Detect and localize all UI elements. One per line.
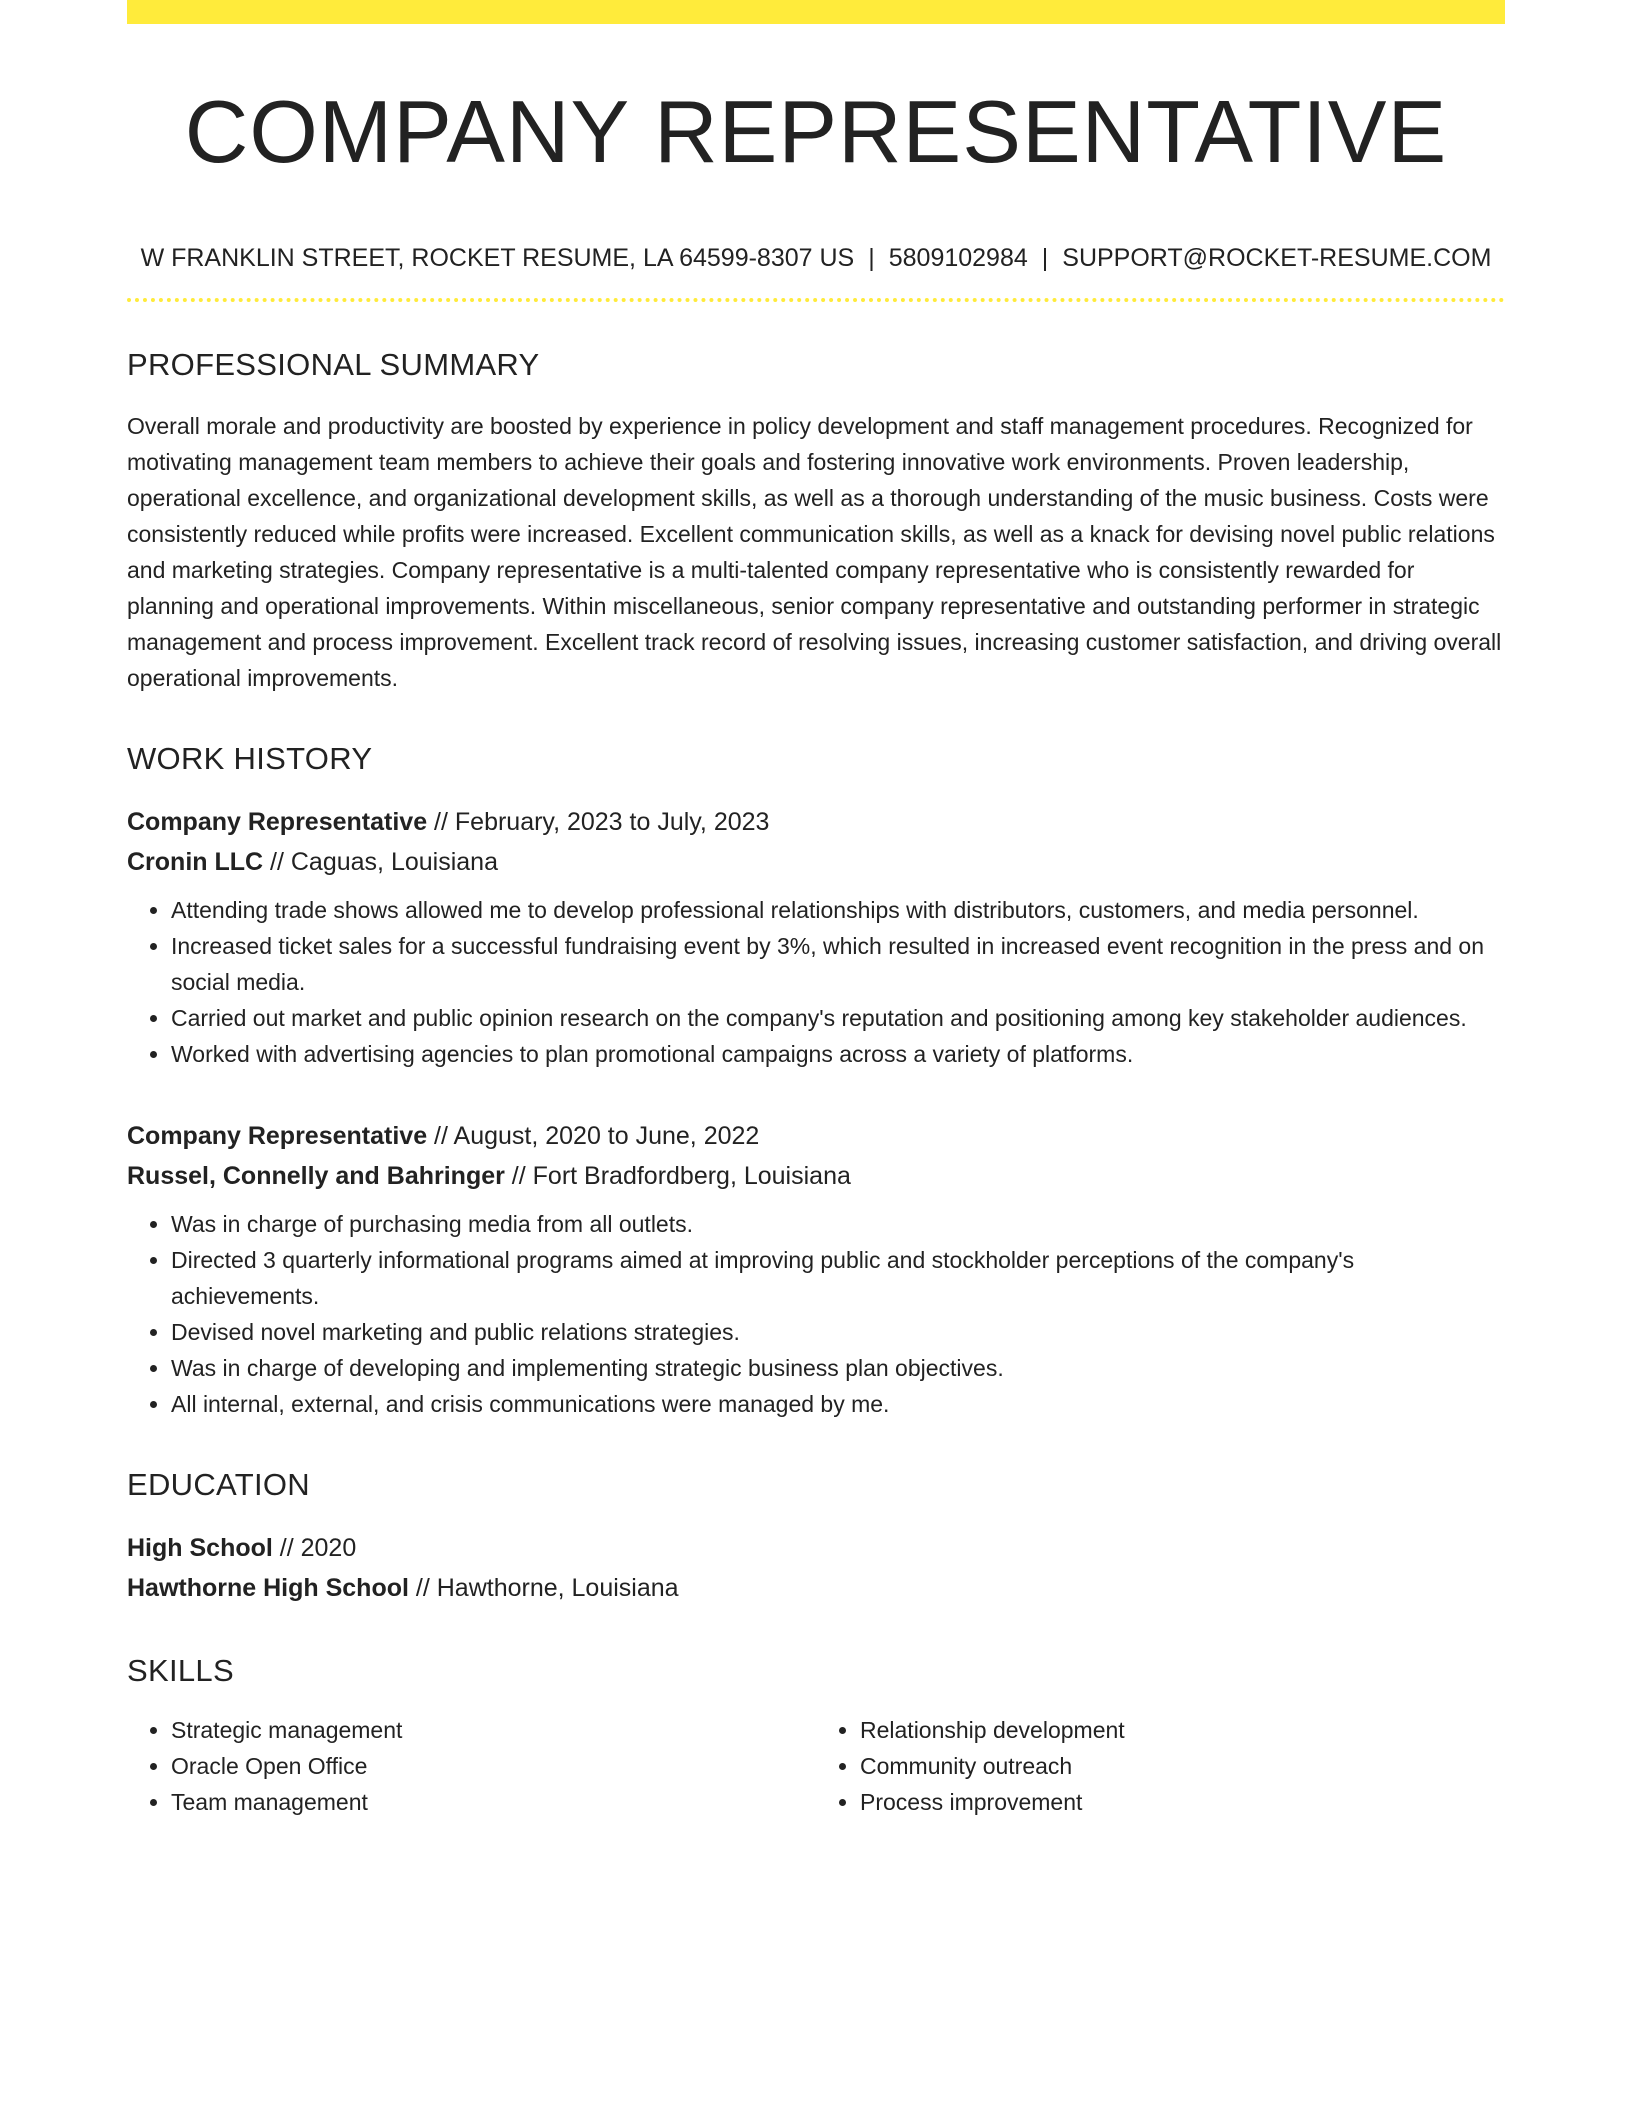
skills-list xyxy=(127,1712,1505,1820)
job-bullets xyxy=(127,892,1505,1072)
job-bullet: • Increased ticket sales for a successful fundraising event by 3%, which resulted in increased event recognition in the press and on social media. xyxy=(171,928,1505,1000)
job-company-line xyxy=(127,842,1505,882)
education-degree-line xyxy=(127,1528,1505,1568)
skills-column-left xyxy=(127,1712,816,1820)
skill-item: • Team management xyxy=(171,1784,816,1820)
job-company: Russel, Connelly and Bahringer xyxy=(127,1162,505,1190)
skills-column-right xyxy=(816,1712,1505,1820)
resume-page xyxy=(127,0,1505,1820)
contact-separator: | xyxy=(1041,244,1049,272)
skill-item: • Relationship development xyxy=(860,1712,1505,1748)
job-title-line xyxy=(127,802,1505,842)
job-bullets xyxy=(127,1206,1505,1422)
job-bullet: • Carried out market and public opinion research on the company's reputation and positioning among key stakeholder audiences. xyxy=(171,1000,1505,1036)
contact-address: W FRANKLIN STREET, ROCKET RESUME, LA 64599-8307 US xyxy=(140,244,855,272)
education-location: // Hawthorne, Louisiana xyxy=(408,1574,679,1602)
skills-heading: SKILLS xyxy=(127,1653,234,1688)
job-location: // Caguas, Louisiana xyxy=(263,848,498,876)
contact-separator: | xyxy=(868,244,875,272)
header-divider xyxy=(127,298,1505,302)
work-history-heading: WORK HISTORY xyxy=(127,741,373,776)
job-location: // Fort Bradfordberg, Louisiana xyxy=(504,1162,851,1190)
skill-item: • Process improvement xyxy=(860,1784,1505,1820)
education-school-line xyxy=(127,1568,1505,1608)
job-bullet: • Was in charge of developing and implementing strategic business plan objectives. xyxy=(171,1350,1505,1386)
education-school: Hawthorne High School xyxy=(127,1574,409,1602)
education-degree: High School xyxy=(127,1534,273,1562)
job-dates: // August, 2020 to June, 2022 xyxy=(427,1122,760,1150)
job-bullet: • Devised novel marketing and public relations strategies. xyxy=(171,1314,1505,1350)
job-role: Company Representative xyxy=(127,808,428,836)
top-accent-bar xyxy=(127,0,1505,24)
skill-item: • Oracle Open Office xyxy=(171,1748,816,1784)
job-bullet: • Worked with advertising agencies to plan promotional campaigns across a variety of platforms. xyxy=(171,1036,1505,1072)
job-role: Company Representative xyxy=(127,1122,428,1150)
summary-heading: PROFESSIONAL SUMMARY xyxy=(127,347,540,382)
job-company-line xyxy=(127,1156,1505,1196)
job-bullet: • All internal, external, and crisis communications were managed by me. xyxy=(171,1386,1505,1422)
education-year: // 2020 xyxy=(272,1534,357,1562)
job-title-line xyxy=(127,1116,1505,1156)
skill-item: • Strategic management xyxy=(171,1712,816,1748)
summary-text: Overall morale and productivity are boosted by experience in policy development and staff management procedures. Recognized for motivating management team members to achieve their goals and fostering innovative work environments. Proven leadership, operational excellence, and organizational development skills, as well as a thorough understanding of the music business. Costs were consistently reduced while profits were increased. Excellent communication skills, as well as a knack for devising novel public relations and marketing strategies. Company representative is a multi-talented company representative who is consistently rewarded for planning and operational improvements. Within miscellaneous, senior company representative and outstanding performer in strategic management and process improvement. Excellent track record of resolving issues, increasing customer satisfaction, and driving overall operational improvements. xyxy=(127,413,1502,691)
education-entry xyxy=(127,1528,1505,1608)
contact-email: SUPPORT@ROCKET-RESUME.COM xyxy=(1062,244,1492,272)
education-heading: EDUCATION xyxy=(127,1467,310,1502)
contact-line xyxy=(127,242,1505,274)
resume-name: COMPANY REPRESENTATIVE xyxy=(184,82,1448,181)
job-bullet: • Attending trade shows allowed me to develop professional relationships with distributors, customers, and media personnel. xyxy=(171,892,1505,928)
job-dates: // February, 2023 to July, 2023 xyxy=(427,808,770,836)
job-entry xyxy=(127,802,1505,1072)
skill-item: • Community outreach xyxy=(860,1748,1505,1784)
job-bullet: • Was in charge of purchasing media from all outlets. xyxy=(171,1206,1505,1242)
job-entry xyxy=(127,1116,1505,1422)
job-bullet: • Directed 3 quarterly informational programs aimed at improving public and stockholder perceptions of the company's achievements. xyxy=(171,1242,1505,1314)
job-company: Cronin LLC xyxy=(127,848,264,876)
contact-phone: 5809102984 xyxy=(888,244,1028,272)
